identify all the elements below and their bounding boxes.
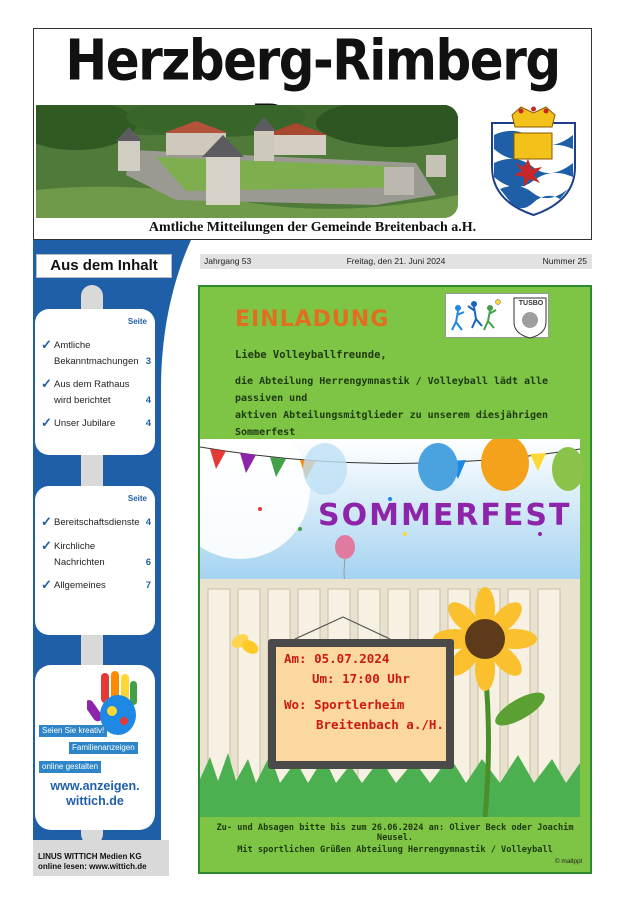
invitation-poster <box>198 285 592 874</box>
toc-item-page: 3 <box>145 356 151 367</box>
logo-text: TUSBO <box>518 300 544 307</box>
toc-page-header: Seite <box>127 494 147 503</box>
event-date-row <box>284 649 389 669</box>
toc-item-rathaus[interactable] <box>41 377 151 409</box>
event-date-label: Am: <box>284 651 307 666</box>
event-place-row <box>284 695 404 715</box>
toc-item-page: 4 <box>145 395 151 406</box>
masthead-subtitle: Amtliche Mitteilungen der Gemeinde Breitenbach a.H. <box>148 220 477 235</box>
ad-url-line-2: wittich.de <box>66 794 124 808</box>
ad-box[interactable] <box>35 665 155 830</box>
issue-date: Freitag, den 21. Juni 2024 <box>346 256 446 266</box>
ad-url-link[interactable] <box>35 779 155 809</box>
poster-salutation: Liebe Volleyballfreunde, <box>235 349 387 361</box>
publisher-info <box>38 852 147 872</box>
sommerfest-illustration <box>200 439 592 817</box>
toc-item-label: Unser Jubilare <box>54 418 116 429</box>
publisher-url: online lesen: www.wittich.de <box>38 862 147 871</box>
toc-item-page: 4 <box>145 418 151 429</box>
toc-item-page: 4 <box>145 517 151 528</box>
check-icon: ✓ <box>41 415 52 430</box>
issue-volume: Jahrgang 53 <box>204 256 252 266</box>
ad-tag: Familienanzeigen <box>69 742 138 754</box>
toc-item-label: Amtliche Bekanntmachungen <box>54 340 139 367</box>
toc-item-jubilare[interactable] <box>41 416 151 432</box>
castle-photo <box>36 105 458 218</box>
poster-heading: EINLADUNG <box>235 307 390 332</box>
closing-text: Mit sportlichen Grüßen Abteilung Herrengymnastik / Volleyball <box>237 845 553 855</box>
event-time-row <box>312 669 410 689</box>
check-icon: ✓ <box>41 376 52 391</box>
toc-item-amtliche-bekanntmachungen[interactable] <box>41 338 151 370</box>
image-credit: © mallppl <box>554 858 582 865</box>
toc-heading: Aus dem Inhalt <box>36 254 172 278</box>
toc-item-label: Aus dem Rathaus wird berichtet <box>54 379 130 406</box>
toc-box-1 <box>35 309 155 455</box>
toc-item-bereitschaftsdienste[interactable] <box>41 515 151 531</box>
masthead <box>33 28 592 240</box>
check-icon: ✓ <box>41 577 52 592</box>
toc-item-allgemeines[interactable] <box>41 578 151 594</box>
municipal-crest-icon <box>486 105 581 217</box>
toc-item-kirchliche-nachrichten[interactable] <box>41 539 151 571</box>
toc-box-2 <box>35 486 155 635</box>
toc-item-label: Bereitschaftsdienste <box>54 517 140 528</box>
event-place-value-2: Breitenbach a./H. <box>316 717 444 732</box>
svg-text:SOMMERFEST: SOMMERFEST <box>318 498 572 533</box>
sidebar <box>33 240 191 876</box>
toc-item-label: Allgemeines <box>54 580 106 591</box>
issue-info-bar <box>200 254 592 269</box>
ad-tag: Seien Sie kreativ! <box>39 725 107 737</box>
check-icon: ✓ <box>41 538 52 553</box>
toc-item-page: 7 <box>145 580 151 591</box>
event-time-value: 17:00 Uhr <box>342 671 410 686</box>
volleyball-logo <box>445 293 549 338</box>
event-place-label: Wo: <box>284 697 307 712</box>
newspaper-title: Herzberg-Rimberg <box>65 28 560 93</box>
toc-item-label: Kirchliche Nachrichten <box>54 541 105 568</box>
ad-url-line-1: www.anzeigen. <box>50 779 140 793</box>
event-date-value: 05.07.2024 <box>314 651 390 666</box>
event-time-label: Um: <box>312 671 335 686</box>
toc-page-header: Seite <box>127 317 147 326</box>
issue-number: Nummer 25 <box>542 256 587 266</box>
event-place-value: Sportlerheim <box>314 697 405 712</box>
ad-tag: online gestalten <box>39 761 101 773</box>
poster-body-line: die Abteilung Herrengymnastik / Volleyball lädt alle passiven und <box>235 376 549 404</box>
check-icon: ✓ <box>41 514 52 529</box>
publisher-name: LINUS WITTICH Medien KG <box>38 852 142 861</box>
check-icon: ✓ <box>41 337 52 352</box>
rsvp-text: Zu- und Absagen bitte bis zum 26.06.2024 an: Oliver Beck oder Joachim Neusel. <box>216 823 574 843</box>
toc-item-page: 6 <box>145 557 151 568</box>
poster-body-line: aktiven Abteilungsmitglieder zu unserem diesjährigen Sommerfest <box>235 410 549 438</box>
